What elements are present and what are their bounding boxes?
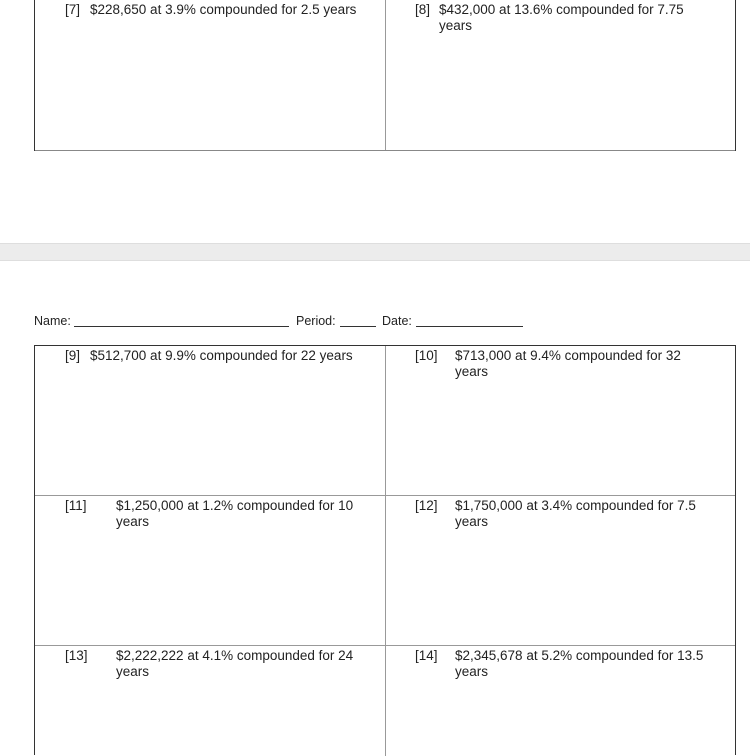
problem-text-continued: years: [455, 364, 489, 379]
worksheet-page-bottom: [0, 261, 750, 750]
problem-text: $2,345,678 at 5.2% compounded for 13.5: [455, 648, 704, 663]
name-label: Name:: [34, 314, 71, 328]
problem-text: $512,700 at 9.9% compounded for 22 years: [90, 348, 353, 363]
period-blank: [340, 326, 376, 327]
problem-text-continued: years: [116, 664, 150, 679]
problem-cell-14: [386, 646, 736, 756]
problem-text: $1,750,000 at 3.4% compounded for 7.5: [455, 498, 696, 513]
problem-number: [14]: [415, 648, 438, 663]
problem-grid-bottom: [34, 345, 736, 755]
problem-number: [8]: [415, 2, 431, 17]
problem-cell-9: [35, 346, 385, 495]
problem-cell-12: [386, 496, 736, 645]
problem-number: [7]: [65, 2, 81, 17]
grid-divider: [35, 150, 735, 151]
problem-cell-8: [386, 0, 736, 148]
problem-text-continued: years: [455, 664, 489, 679]
name-blank: [74, 326, 289, 327]
period-label: Period:: [296, 314, 336, 328]
problem-number: [11]: [65, 498, 87, 513]
problem-text: $1,250,000 at 1.2% compounded for 10: [116, 498, 354, 513]
problem-text-continued: years: [439, 18, 473, 33]
problem-text: $2,222,222 at 4.1% compounded for 24: [116, 648, 354, 663]
problem-number: [10]: [415, 348, 438, 363]
problem-cell-10: [386, 346, 736, 495]
problem-grid-top: [34, 0, 736, 151]
problem-number: [13]: [65, 648, 88, 663]
problem-cell-11: [35, 496, 385, 645]
problem-number: [9]: [65, 348, 81, 363]
problem-cell-7: [35, 0, 385, 148]
page-break: [0, 243, 750, 261]
problem-text: $432,000 at 13.6% compounded for 7.75: [439, 2, 684, 17]
problem-text-continued: years: [455, 514, 489, 529]
date-blank: [416, 326, 523, 327]
date-label: Date:: [382, 314, 412, 328]
problem-text: $713,000 at 9.4% compounded for 32: [455, 348, 681, 363]
problem-number: [12]: [415, 498, 438, 513]
problem-cell-13: [35, 646, 385, 756]
problem-text: $228,650 at 3.9% compounded for 2.5 years: [90, 2, 357, 17]
problem-text-continued: years: [116, 514, 150, 529]
worksheet-page-top: [0, 0, 750, 243]
